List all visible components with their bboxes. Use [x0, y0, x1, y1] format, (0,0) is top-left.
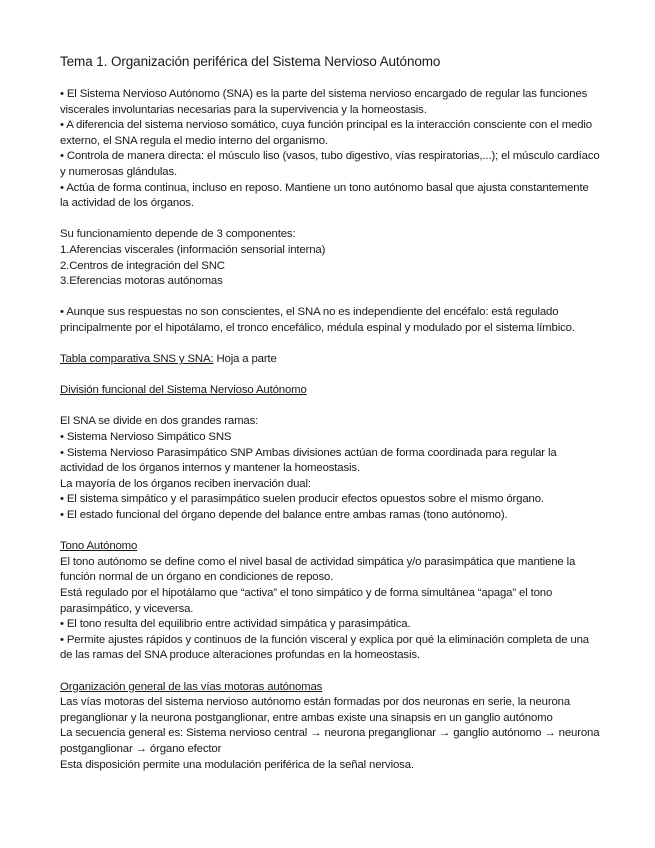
- division-line: • El estado funcional del órgano depende del balance entre ambas ramas (tono autónomo).: [60, 509, 508, 522]
- tone-line: Está regulado por el hipotálamo que “activa” el tono simpático y de forma simultánea “apaga” el tono parasimpático, y viceversa.: [60, 587, 553, 615]
- tone-line: • Permite ajustes rápidos y continuos de la función visceral y explica por qué la eliminación completa de una de las ramas del SNA produce alteraciones profundas en la homeostasis.: [60, 633, 589, 662]
- component-item: 1.Aferencias viscerales (información sensorial interna): [60, 243, 326, 256]
- intro-bullet: • A diferencia del sistema nervioso somático, cuya función principal es la interacción consciente con el medio externo, el SNA regula el medio interno del organismo.: [60, 119, 592, 147]
- pathways-line: La secuencia general es: Sistema nervioso central → neurona preganglionar → ganglio autónomo → neurona postganglionar → órgano efector: [60, 727, 600, 755]
- component-item: 3.Eferencias motoras autónomas: [60, 275, 223, 288]
- regulation-bullet: • Aunque sus respuestas no son conscientes, el SNA no es independiente del encéfalo: está regulado principalmente por el hipotálamo, el tronco encefálico, médula espinal y modulado por el sistema límbico.: [60, 306, 575, 334]
- component-item: 2.Centros de integración del SNC: [60, 259, 225, 272]
- spacer: [60, 368, 600, 384]
- spacer: [60, 212, 600, 228]
- tone-heading: Tono Autónomo: [60, 540, 138, 553]
- comparison-link[interactable]: Tabla comparativa SNS y SNA:: [60, 353, 214, 366]
- division-line: • Sistema Nervioso Parasimpático SNP Ambas divisiones actúan de forma coordinada para regular la actividad de los órganos internos y mantener la homeostasis.: [60, 446, 557, 475]
- pathways-heading: Organización general de las vías motoras autónomas: [60, 680, 323, 693]
- spacer: [60, 524, 600, 540]
- pathways-line: Esta disposición permite una modulación periférica de la señal nerviosa.: [60, 758, 414, 771]
- division-line: • Sistema Nervioso Simpático SNS: [60, 431, 232, 444]
- spacer: [60, 664, 600, 680]
- intro-bullet: • El Sistema Nervioso Autónomo (SNA) es la parte del sistema nervioso encargado de regular las funciones viscerales involuntarias necesarias para la supervivencia y la homeostasis.: [60, 88, 588, 116]
- document-body: [60, 87, 600, 773]
- division-line: • El sistema simpático y el parasimpático suelen producir efectos opuestos sobre el mismo órgano.: [60, 493, 544, 506]
- intro-bullet: • Controla de manera directa: el músculo liso (vasos, tubo digestivo, vías respiratorias,...); el músculo cardíaco y numerosas glándulas.: [60, 150, 600, 178]
- division-line: El SNA se divide en dos grandes ramas:: [60, 415, 259, 428]
- spacer: [60, 337, 600, 353]
- tone-line: El tono autónomo se define como el nivel basal de actividad simpática y/o parasimpática que mantiene la función normal de un órgano en condiciones de reposo.: [60, 555, 576, 584]
- comparison-note: Hoja a parte: [213, 353, 277, 366]
- components-lead: Su funcionamiento depende de 3 componentes:: [60, 228, 296, 241]
- division-line: La mayoría de los órganos reciben inervación dual:: [60, 477, 311, 490]
- intro-bullet: • Actúa de forma continua, incluso en reposo. Mantiene un tono autónomo basal que ajusta constantemente la actividad de los órganos.: [60, 181, 589, 210]
- spacer: [60, 399, 600, 415]
- pathways-line: Las vías motoras del sistema nervioso autónomo están formadas por dos neuronas en serie, la neurona preganglionar y la neurona postganglionar, entre ambas existe una sinapsis en un ganglio autónomo: [60, 696, 571, 724]
- tone-line: • El tono resulta del equilibrio entre actividad simpática y parasimpática.: [60, 618, 411, 631]
- comparison-line: [60, 352, 600, 368]
- spacer: [60, 290, 600, 306]
- document-title: Tema 1. Organización periférica del Sistema Nervioso Autónomo: [60, 54, 441, 69]
- division-heading: División funcional del Sistema Nervioso Autónomo: [60, 384, 307, 397]
